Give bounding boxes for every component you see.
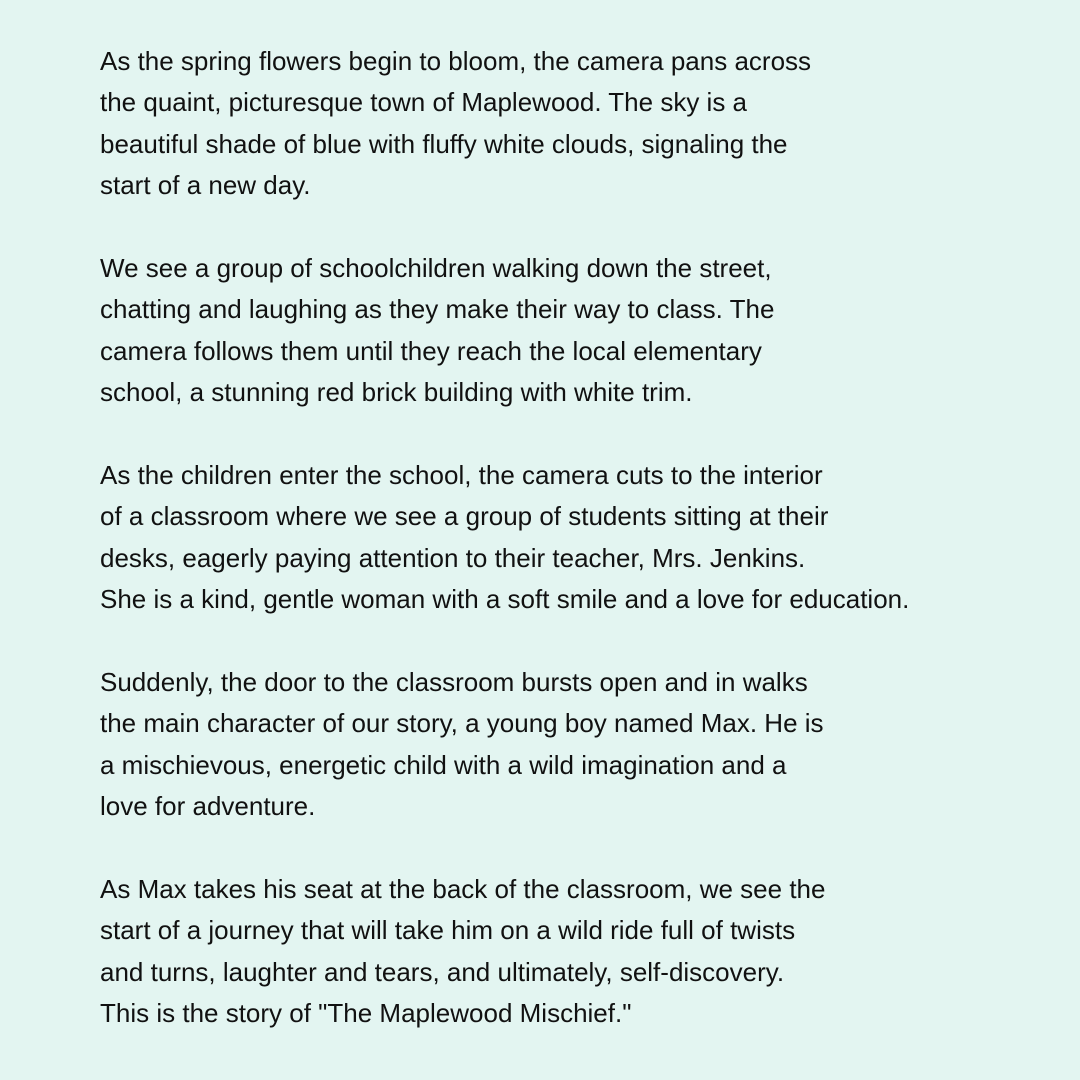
paragraph-1 bbox=[100, 41, 1080, 207]
paragraph-line: This is the story of "The Maplewood Mischief." bbox=[100, 998, 632, 1029]
paragraph-line: and turns, laughter and tears, and ultimately, self-discovery. bbox=[100, 956, 785, 987]
paragraph-line: She is a kind, gentle woman with a soft smile and a love for education. bbox=[100, 584, 910, 615]
paragraph-line: camera follows them until they reach the local elementary bbox=[100, 335, 762, 366]
paragraph-line: As the spring flowers begin to bloom, the camera pans across bbox=[100, 46, 812, 76]
paragraph-3 bbox=[100, 455, 1080, 621]
paragraph-4 bbox=[100, 662, 1080, 828]
paragraph-2 bbox=[100, 248, 1080, 414]
paragraph-line: We see a group of schoolchildren walking down the street, bbox=[100, 253, 772, 284]
paragraph-line: As the children enter the school, the camera cuts to the interior bbox=[100, 460, 823, 491]
paragraph-line: of a classroom where we see a group of students sitting at their bbox=[100, 501, 829, 532]
paragraph-line: As Max takes his seat at the back of the classroom, we see the bbox=[100, 874, 826, 905]
paragraph-line: start of a new day. bbox=[100, 170, 311, 201]
paragraph-line: desks, eagerly paying attention to their teacher, Mrs. Jenkins. bbox=[100, 542, 806, 573]
paragraph-line: beautiful shade of blue with fluffy white clouds, signaling the bbox=[100, 128, 788, 159]
paragraph-line: school, a stunning red brick building with white trim. bbox=[100, 377, 693, 408]
paragraph-line: Suddenly, the door to the classroom bursts open and in walks bbox=[100, 667, 808, 698]
paragraph-line: chatting and laughing as they make their way to class. The bbox=[100, 294, 775, 325]
paragraph-line: the quaint, picturesque town of Maplewood. The sky is a bbox=[100, 87, 748, 118]
paragraph-5 bbox=[100, 869, 1080, 1035]
paragraph-line: love for adventure. bbox=[100, 791, 316, 822]
paragraph-line: a mischievous, energetic child with a wild imagination and a bbox=[100, 749, 787, 780]
paragraph-line: the main character of our story, a young boy named Max. He is bbox=[100, 708, 824, 739]
paragraph-line: start of a journey that will take him on a wild ride full of twists bbox=[100, 915, 796, 946]
